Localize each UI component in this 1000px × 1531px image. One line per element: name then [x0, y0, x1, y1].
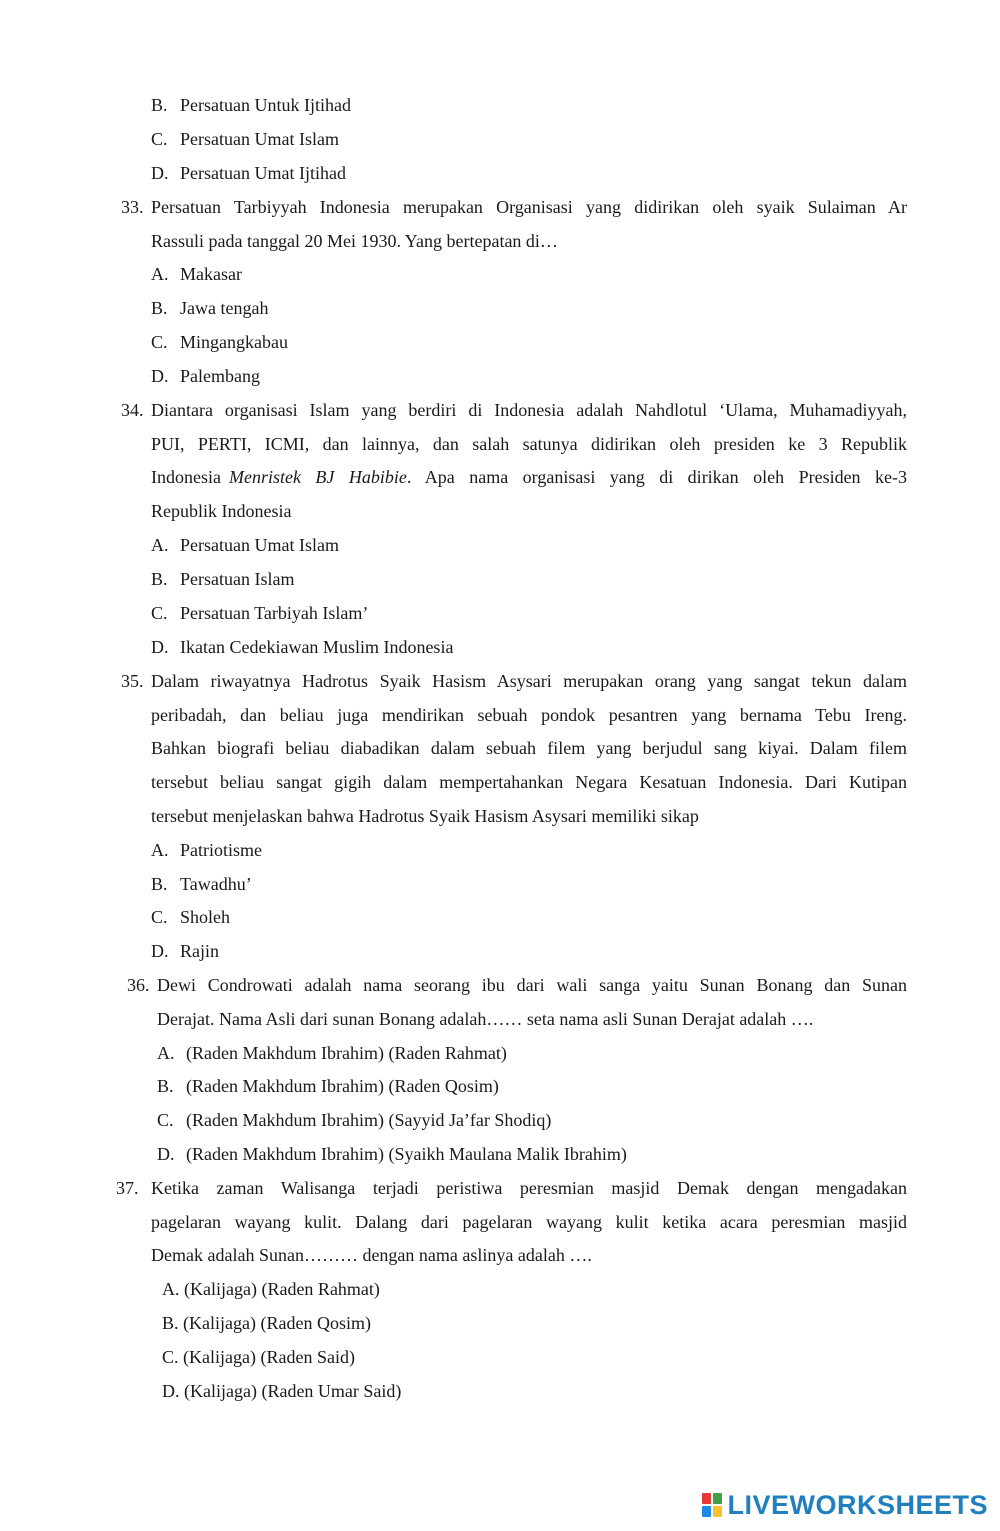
q37-option-c — [162, 1346, 355, 1368]
option-letter: B. — [162, 1313, 179, 1333]
liveworksheets-logo — [701, 1489, 988, 1521]
option-text: Rajin — [180, 941, 219, 961]
option-text: (Raden Makhdum Ibrahim) (Sayyid Ja’far Shodiq) — [186, 1110, 552, 1130]
q34-text-line-3 — [151, 466, 907, 488]
option-text: Persatuan Untuk Ijtihad — [180, 95, 351, 115]
option-text: Persatuan Umat Ijtihad — [180, 163, 346, 183]
q33-option-b — [151, 297, 268, 319]
option-text: Mingangkabau — [180, 332, 288, 352]
q34-option-a — [151, 534, 339, 556]
q32-option-b — [151, 94, 351, 116]
option-letter: D. — [151, 366, 169, 386]
option-text: (Kalijaga) (Raden Rahmat) — [184, 1279, 380, 1299]
option-text: Sholeh — [180, 907, 231, 927]
option-letter: B. — [151, 874, 168, 894]
option-text: Makasar — [180, 264, 242, 284]
q37-number: 37. — [116, 1178, 139, 1198]
q32-option-d — [151, 162, 346, 184]
q35-text-line-3: Bahkan biografi beliau diabadikan dalam sebuah filem yang berjudul sang kiyai. Dalam filem — [151, 738, 907, 758]
q35-option-d — [151, 940, 219, 962]
q33-option-d — [151, 365, 260, 387]
q33-text-line-2: Rassuli pada tanggal 20 Mei 1930. Yang bertepatan di… — [151, 231, 558, 251]
q37-option-a — [162, 1278, 380, 1300]
logo-square-blue — [702, 1506, 711, 1517]
q36-option-c — [157, 1109, 551, 1131]
q35-text-line-1: Dalam riwayatnya Hadrotus Syaik Hasism Asysari merupakan orang yang sangat tekun dalam — [151, 671, 907, 691]
q35-number: 35. — [121, 671, 144, 691]
option-letter: B. — [151, 298, 168, 318]
q35-option-c — [151, 906, 230, 928]
q33-option-a — [151, 263, 242, 285]
q33-text-line-1: Persatuan Tarbiyyah Indonesia merupakan Organisasi yang didirikan oleh syaik Sulaiman Ar — [151, 197, 907, 217]
option-letter: A. — [151, 535, 169, 555]
option-letter: D. — [157, 1144, 175, 1164]
option-text: (Kalijaga) (Raden Umar Said) — [184, 1381, 402, 1401]
option-text: (Raden Makhdum Ibrahim) (Raden Rahmat) — [186, 1043, 507, 1063]
q36-option-d — [157, 1143, 627, 1165]
option-text: Persatuan Umat Islam — [180, 129, 339, 149]
q35-option-b — [151, 873, 252, 895]
q34-line3-pre: Indonesia — [151, 467, 221, 487]
logo-square-yellow — [713, 1506, 722, 1517]
q34-text-line-4: Republik Indonesia — [151, 501, 292, 521]
liveworksheets-logo-icon — [701, 1492, 723, 1518]
option-letter: D. — [151, 941, 169, 961]
q35-text-line-2: peribadah, dan beliau juga mendirikan sebuah pondok pesantren yang bernama Tebu Ireng. — [151, 705, 907, 725]
option-letter: C. — [151, 603, 168, 623]
option-letter: D. — [162, 1381, 180, 1401]
option-letter: A. — [151, 840, 169, 860]
option-letter: C. — [157, 1110, 174, 1130]
q36-option-b — [157, 1075, 499, 1097]
q36-text-line-2: Derajat. Nama Asli dari sunan Bonang adalah…… seta nama asli Sunan Derajat adalah …. — [157, 1009, 814, 1029]
option-text: (Kalijaga) (Raden Qosim) — [183, 1313, 371, 1333]
option-text: Ikatan Cedekiawan Muslim Indonesia — [180, 637, 454, 657]
logo-square-red — [702, 1493, 711, 1504]
option-text: Persatuan Tarbiyah Islam’ — [180, 603, 369, 623]
q34-number: 34. — [121, 400, 144, 420]
q37-text-line-2: pagelaran wayang kulit. Dalang dari pagelaran wayang kulit ketika acara peresmian masjid — [151, 1212, 907, 1232]
option-text: (Kalijaga) (Raden Said) — [183, 1347, 355, 1367]
q36-option-a — [157, 1042, 507, 1064]
option-letter: C. — [151, 332, 168, 352]
q37-text-line-3: Demak adalah Sunan……… dengan nama aslinya adalah …. — [151, 1245, 592, 1265]
option-letter: A. — [151, 264, 169, 284]
option-letter: A. — [157, 1043, 175, 1063]
option-text: (Raden Makhdum Ibrahim) (Syaikh Maulana Malik Ibrahim) — [186, 1144, 627, 1164]
option-letter: C. — [151, 907, 168, 927]
q34-line3-rest — [221, 466, 907, 488]
q34-option-d — [151, 636, 453, 658]
q35-option-a — [151, 839, 262, 861]
option-letter: D. — [151, 637, 169, 657]
logo-square-green — [713, 1493, 722, 1504]
option-text: Palembang — [180, 366, 260, 386]
q35-text-line-4: tersebut beliau sangat gigih dalam mempertahankan Negara Kesatuan Indonesia. Dari Kutipan — [151, 772, 907, 792]
q34-line3-post: . Apa nama organisasi yang di dirikan oleh Presiden ke-3 — [406, 467, 907, 487]
option-letter: D. — [151, 163, 169, 183]
q34-text-line-2: PUI, PERTI, ICMI, dan lainnya, dan salah satunya didirikan oleh presiden ke 3 Republik — [151, 434, 907, 454]
option-text: (Raden Makhdum Ibrahim) (Raden Qosim) — [186, 1076, 499, 1096]
q33-number: 33. — [121, 197, 144, 217]
option-text: Patriotisme — [180, 840, 262, 860]
q35-text-line-5: tersebut menjelaskan bahwa Hadrotus Syaik Hasism Asysari memiliki sikap — [151, 806, 699, 826]
option-letter: B. — [151, 95, 168, 115]
q34-line3-italic: Menristek BJ Habibie — [228, 467, 407, 487]
option-text: Persatuan Islam — [180, 569, 295, 589]
option-letter: C. — [162, 1347, 179, 1367]
q33-option-c — [151, 331, 288, 353]
liveworksheets-logo-text: LIVEWORKSHEETS — [727, 1489, 988, 1520]
q36-number: 36. — [127, 975, 150, 995]
option-letter: B. — [157, 1076, 174, 1096]
q37-option-b — [162, 1312, 371, 1334]
q34-option-c — [151, 602, 368, 624]
option-letter: A. — [162, 1279, 180, 1299]
q34-text-line-1: Diantara organisasi Islam yang berdiri di Indonesia adalah Nahdlotul ‘Ulama, Muhamadiyyah, — [151, 400, 907, 420]
q34-option-b — [151, 568, 294, 590]
q32-option-c — [151, 128, 339, 150]
option-letter: C. — [151, 129, 168, 149]
q37-option-d — [162, 1380, 401, 1402]
option-text: Persatuan Umat Islam — [180, 535, 339, 555]
option-text: Tawadhu’ — [180, 874, 252, 894]
q36-text-line-1: Dewi Condrowati adalah nama seorang ibu dari wali sanga yaitu Sunan Bonang dan Sunan — [157, 975, 907, 995]
option-letter: B. — [151, 569, 168, 589]
q37-text-line-1: Ketika zaman Walisanga terjadi peristiwa peresmian masjid Demak dengan mengadakan — [151, 1178, 907, 1198]
option-text: Jawa tengah — [180, 298, 269, 318]
